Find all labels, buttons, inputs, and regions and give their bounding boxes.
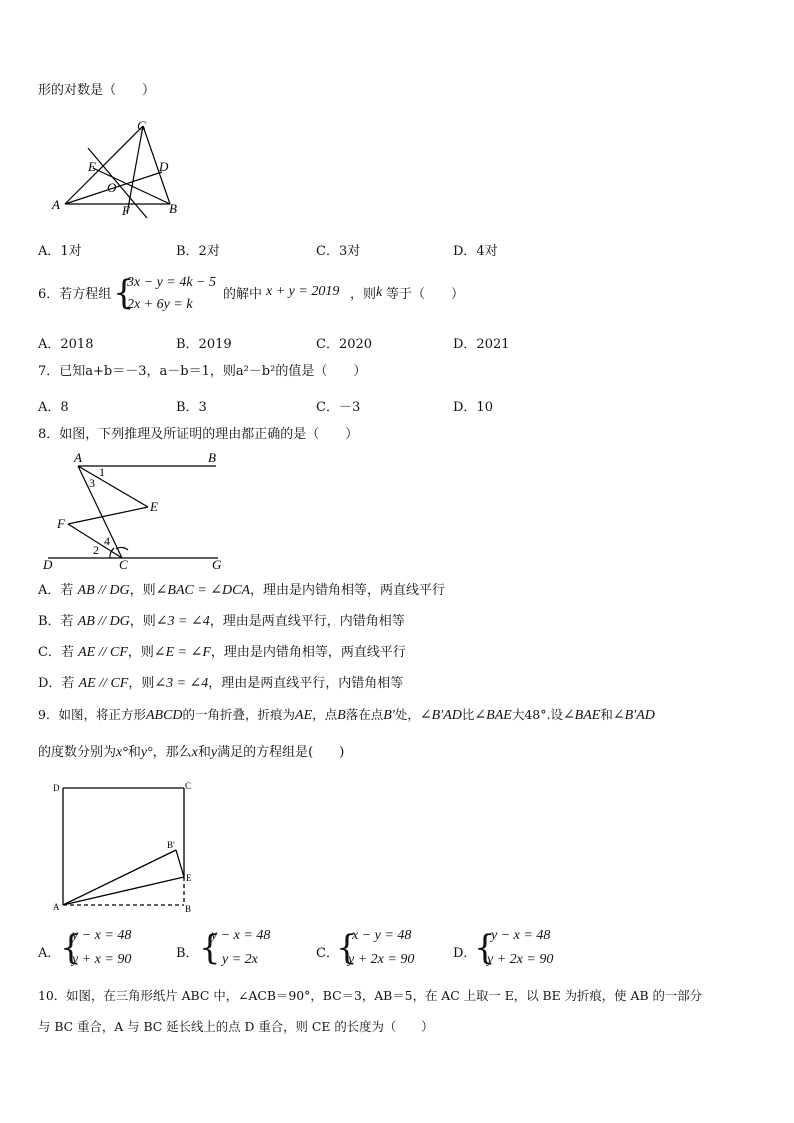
q5-option-a: A．1对 — [38, 244, 82, 259]
q5-option-d: D．4对 — [453, 244, 498, 259]
q9-math: x — [191, 745, 198, 760]
q9-option-b-label: B． — [176, 946, 199, 961]
q9-option-d-eq2: y + 2x = 90 — [487, 952, 554, 967]
q9-option-a-label: A． — [38, 946, 61, 961]
q8-option-a-mid: ，则 — [129, 583, 156, 598]
q5-figure — [48, 118, 208, 228]
q6-option-c: C．2020 — [316, 337, 373, 352]
q9-option-b-brace: { — [199, 928, 221, 968]
q9-math: ∠BAE — [562, 708, 601, 723]
q8-label-B: B — [208, 450, 216, 465]
q9-option-a-eq2: y + x = 90 — [72, 952, 132, 967]
q9-option-d-eq1: y − x = 48 — [491, 928, 551, 943]
q5-label-D: D — [159, 159, 169, 174]
q8-option-a-concl: ∠BAC = ∠DCA — [155, 583, 251, 598]
q9-text: 9．如图，将正方形 — [38, 707, 146, 722]
q8-option-b-mid: ，则 — [129, 614, 156, 629]
q8-option-c-pre: C．若 — [38, 645, 79, 660]
q10-line1: 10．如图，在三角形纸片 ABC 中，∠ACB＝90°，BC＝3，AB＝5，在 AC 上取一 E，以 BE 为折痕，使 AB 的一部分 — [38, 988, 703, 1003]
q6-option-b: B．2019 — [176, 337, 232, 352]
q9-text: 满足的方程组是( ) — [217, 745, 345, 760]
q9-label-E: E — [186, 873, 192, 883]
q7-option-d: D．10 — [453, 400, 493, 415]
q8-option-c-reason: ，理由是内错角相等，两直线平行 — [210, 645, 406, 660]
q8-option-b — [38, 614, 405, 630]
q8-figure — [40, 450, 240, 570]
q9-text: 的度数分别为 — [38, 745, 117, 760]
q5-label-A: A — [52, 197, 60, 212]
q9-option-b-eq2: y = 2x — [222, 952, 258, 967]
q8-option-d-reason: ，理由是两直线平行，内错角相等 — [208, 676, 404, 691]
q8-stem: 8．如图，下列推理及所证明的理由都正确的是（ ） — [38, 427, 359, 442]
q9-option-c-eq1: x − y = 48 — [352, 928, 412, 943]
q8-label-4: 4 — [104, 534, 110, 548]
q7-option-a: A．8 — [38, 400, 69, 415]
q9-option-a-brace: { — [60, 928, 82, 968]
q6-tail2: 等于（ ） — [386, 287, 465, 302]
q8-option-b-pre: B．若 — [38, 614, 78, 629]
q9-math: ABCD — [145, 708, 183, 723]
q9-math: x° — [116, 745, 128, 760]
q9-option-c-brace: { — [336, 928, 358, 968]
q8-option-d-concl: ∠3 = ∠4 — [154, 676, 209, 691]
q9-math: B — [337, 708, 346, 723]
q9-text: 的一角折叠，折痕为 — [182, 707, 296, 722]
q8-option-b-reason: ，理由是两直线平行，内错角相等 — [209, 614, 405, 629]
q8-option-d-mid: ，则 — [128, 676, 155, 691]
q5-label-B: B — [169, 201, 177, 216]
q6-option-d: D．2021 — [453, 337, 510, 352]
q7-option-c: C．－3 — [316, 400, 361, 415]
q8-label-3: 3 — [89, 476, 95, 490]
q9-math: ∠B′AD — [419, 708, 462, 723]
q9-line1 — [38, 707, 655, 724]
q8-label-D: D — [43, 557, 53, 572]
q9-text: ，那么 — [152, 745, 192, 760]
q8-label-C: C — [119, 557, 128, 572]
q6-option-a: A．2018 — [38, 337, 94, 352]
q9-math: AE — [295, 708, 313, 723]
q6-tail1: ，则 — [350, 287, 377, 302]
q9-line2 — [38, 745, 344, 761]
q6-mid: 的解中 — [223, 287, 263, 302]
q8-option-a-reason: ，理由是内错角相等，两直线平行 — [250, 583, 446, 598]
q8-option-c-cond: AE // CF — [78, 645, 128, 660]
q9-label-A: A — [53, 902, 60, 912]
q8-label-A: A — [74, 450, 82, 465]
q8-label-2: 2 — [93, 543, 99, 557]
q8-label-G: G — [212, 557, 222, 572]
q9-text: 落在点 — [345, 707, 384, 722]
q8-option-d — [38, 676, 403, 692]
q9-text: ，点 — [312, 707, 338, 722]
q9-text: 和 — [600, 707, 613, 722]
q6-condition: x + y = 2019 — [266, 284, 340, 299]
q7-stem: 7．已知a+b＝－3，a－b＝1，则a²－b²的值是（ ） — [38, 364, 367, 379]
q9-option-d-brace: { — [474, 928, 496, 968]
q9-option-d-label: D． — [453, 946, 477, 961]
q6-prefix: 6．若方程组 — [38, 287, 112, 302]
q9-figure — [50, 780, 210, 915]
q9-text: 处， — [394, 707, 420, 722]
q9-option-c-label: C． — [316, 946, 339, 961]
q9-text: 大48°.设 — [511, 707, 563, 722]
q5-label-O: O — [107, 180, 117, 195]
q8-option-d-pre: D．若 — [38, 676, 79, 691]
q8-label-F: F — [57, 516, 65, 531]
q8-option-d-cond: AE // CF — [78, 676, 129, 691]
q8-option-a-cond: AB // DG — [77, 583, 130, 598]
q8-option-a — [38, 583, 445, 599]
q10-line2: 与 BC 重合，A 与 BC 延长线上的点 D 重合，则 CE 的长度为（ ） — [38, 1019, 434, 1034]
q9-text: 比 — [461, 707, 475, 722]
q8-option-c-mid: ，则 — [127, 645, 154, 660]
q8-option-c — [38, 645, 406, 661]
q5-option-c: C．3对 — [316, 244, 361, 259]
q9-option-c-eq2: y + 2x = 90 — [348, 952, 415, 967]
q9-option-b-eq1: y − x = 48 — [211, 928, 271, 943]
q6-eq2: 2x + 6y = k — [127, 297, 193, 312]
q8-option-b-cond: AB // DG — [77, 614, 130, 629]
q5-stem-tail: 形的对数是（ ） — [38, 83, 156, 98]
q9-option-a-eq1: y − x = 48 — [72, 928, 132, 943]
q5-label-C: C — [137, 118, 146, 133]
q6-var-k: k — [376, 285, 383, 300]
q9-label-B: B — [185, 904, 192, 914]
q9-text: 和 — [127, 745, 141, 760]
q8-option-c-concl: ∠E = ∠F — [153, 645, 211, 660]
q5-label-E: E — [88, 159, 96, 174]
q6-eq1: 3x − y = 4k − 5 — [127, 275, 216, 290]
q9-label-D: D — [53, 783, 60, 793]
q5-label-F: F — [122, 203, 130, 218]
q9-text: 和 — [197, 745, 211, 760]
q8-label-E: E — [150, 499, 158, 514]
q9-math: ∠BAE — [474, 708, 512, 723]
q9-math: y — [210, 745, 218, 760]
q8-option-b-concl: ∠3 = ∠4 — [155, 614, 210, 629]
q9-math: ∠B′AD — [612, 708, 655, 723]
q9-math: y° — [140, 745, 153, 760]
q5-option-b: B．2对 — [176, 244, 220, 259]
q9-label-C: C — [185, 781, 192, 791]
q9-label-B1: B' — [167, 840, 175, 850]
q7-option-b: B．3 — [176, 400, 207, 415]
q8-option-a-pre: A．若 — [38, 583, 78, 598]
q6-brace: { — [113, 273, 135, 313]
q8-label-1: 1 — [99, 465, 105, 479]
q9-math: B′ — [383, 708, 395, 723]
